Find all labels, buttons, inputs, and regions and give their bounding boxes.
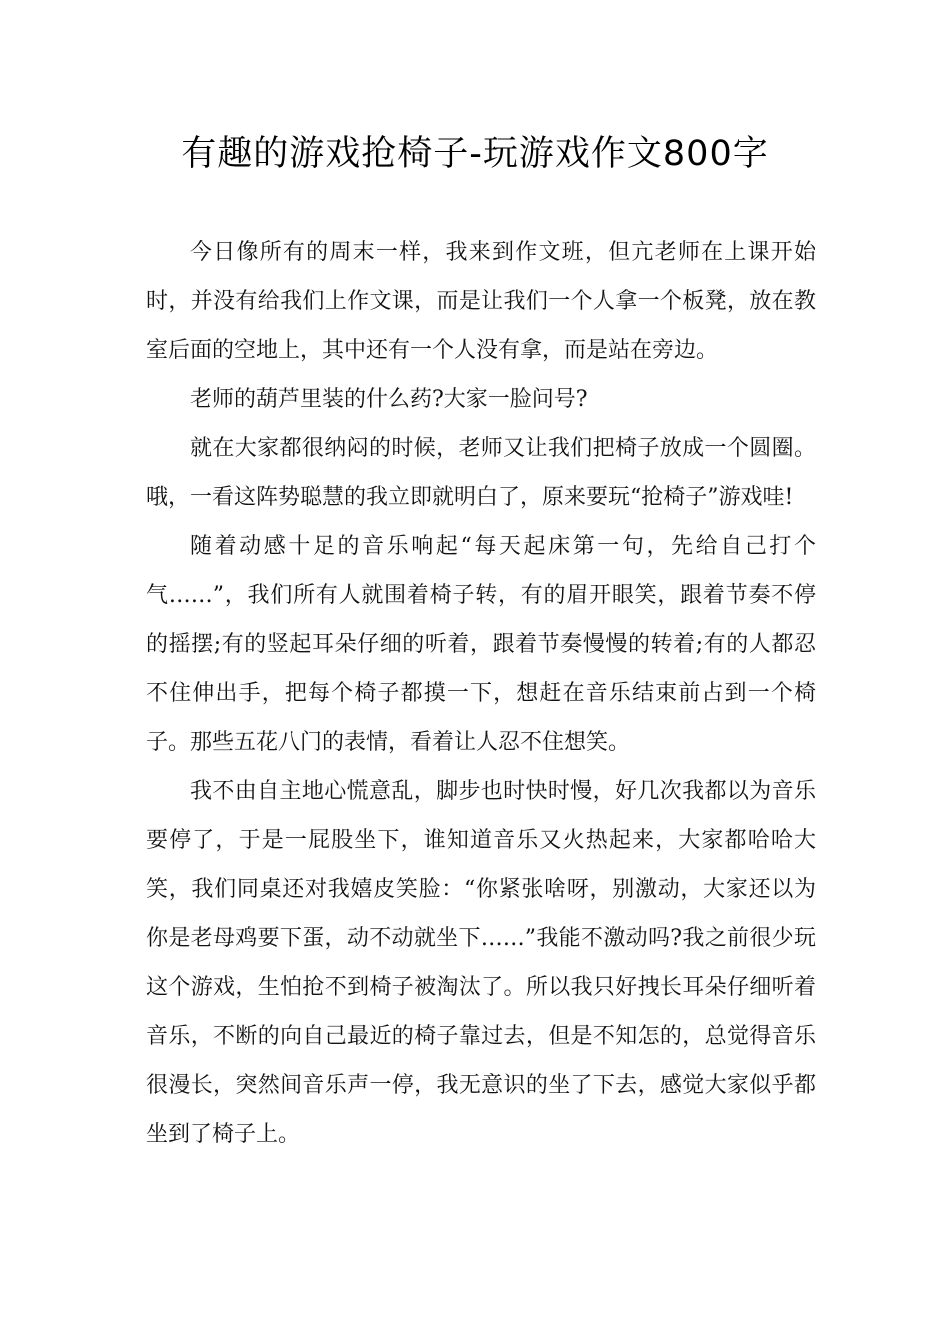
paragraph-5: 我不由自主地心慌意乱，脚步也时快时慢，好几次我都以为音乐要停了，于是一屁股坐下，谁知道音乐又火热起来，大家都哈哈大笑，我们同桌还对我嬉皮笑脸：“你紧张啥呀，别激动，大家还以为你是老母鸡要下蛋，动不动就坐下……”我能不激动吗?我之前很少玩这个游戏，生怕抢不到椅子被淘汰了。所以我只好拽长耳朵仔细听着音乐，不断的向自己最近的椅子靠过去，但是不知怎的，总觉得音乐很漫长，突然间音乐声一停，我无意识的坐了下去，感觉大家似乎都坐到了椅子上。 (146, 779, 816, 1147)
document-title: 有趣的游戏抢椅子-玩游戏作文800字 (181, 134, 769, 174)
paragraph-4: 随着动感十足的音乐响起“每天起床第一句，先给自己打个气……”，我们所有人就围着椅子转，有的眉开眼笑，跟着节奏不停的摇摆;有的竖起耳朵仔细的听着，跟着节奏慢慢的转着;有的人都忍不住伸出手，把每个椅子都摸一下，想赶在音乐结束前占到一个椅子。那些五花八门的表情，看着让人忍不住想笑。 (146, 534, 816, 755)
paragraph-1: 今日像所有的周末一样，我来到作文班，但亢老师在上课开始时，并没有给我们上作文课，而是让我们一个人拿一个板凳，放在教室后面的空地上，其中还有一个人没有拿，而是站在旁边。 (146, 240, 816, 363)
document-body (146, 228, 816, 1159)
paragraph-2: 老师的葫芦里装的什么药?大家一脸问号? (190, 387, 588, 412)
paragraph-3: 就在大家都很纳闷的时候，老师又让我们把椅子放成一个圆圈。哦，一看这阵势聪慧的我立即就明白了，原来要玩“抢椅子”游戏哇! (146, 436, 816, 510)
